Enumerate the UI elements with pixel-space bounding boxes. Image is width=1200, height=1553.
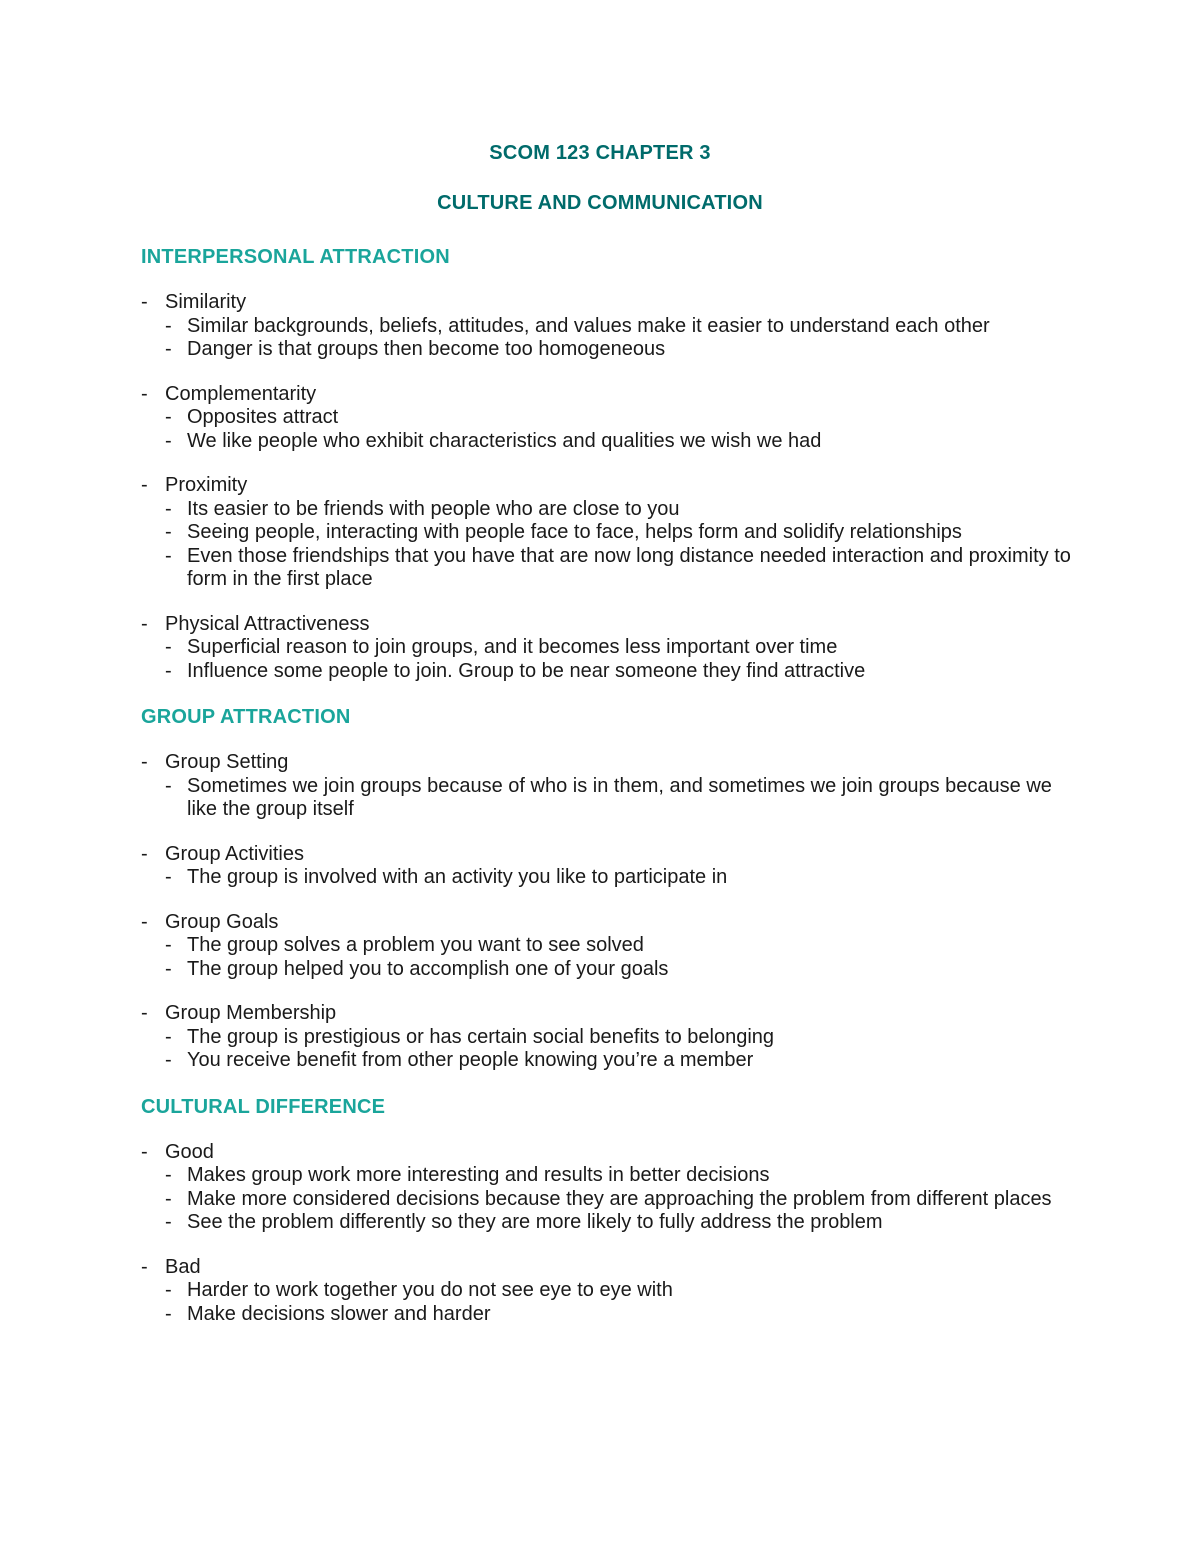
list-item-label: - Good bbox=[141, 1141, 1071, 1165]
list-item-label: - Similarity bbox=[141, 291, 1071, 315]
section-heading: GROUP ATTRACTION bbox=[141, 706, 351, 728]
sub-list-item: - The group is prestigious or has certain social benefits to belonging bbox=[141, 1026, 1071, 1050]
sub-list-item: - We like people who exhibit characteristics and qualities we wish we had bbox=[141, 430, 1071, 454]
page-subtitle: CULTURE AND COMMUNICATION bbox=[437, 192, 763, 214]
list-item bbox=[141, 1002, 1071, 1073]
sub-list-item: - Influence some people to join. Group to be near someone they find attractive bbox=[141, 660, 1071, 684]
list-item bbox=[141, 613, 1071, 684]
list-item bbox=[141, 911, 1071, 982]
list-item-label: - Bad bbox=[141, 1256, 1071, 1280]
sub-list-item: - Make more considered decisions because they are approaching the problem from different places bbox=[141, 1188, 1071, 1212]
page-title: SCOM 123 CHAPTER 3 bbox=[489, 142, 711, 164]
list-item-label: - Physical Attractiveness bbox=[141, 613, 1071, 637]
sub-list-item: - Its easier to be friends with people who are close to you bbox=[141, 498, 1071, 522]
sub-list-item: - The group is involved with an activity you like to participate in bbox=[141, 866, 1071, 890]
list-item-label: - Proximity bbox=[141, 474, 1071, 498]
list-item bbox=[141, 474, 1071, 592]
sub-list-item: - Even those friendships that you have that are now long distance needed interaction and proximity to form in the first place bbox=[141, 545, 1071, 592]
list-item bbox=[141, 291, 1071, 362]
sub-list-item: - Opposites attract bbox=[141, 406, 1071, 430]
list-item-label: - Group Activities bbox=[141, 843, 1071, 867]
list-item-label: - Group Setting bbox=[141, 751, 1071, 775]
list-item bbox=[141, 751, 1071, 822]
sub-list-item: - The group helped you to accomplish one of your goals bbox=[141, 958, 1071, 982]
sub-list-item: - Harder to work together you do not see eye to eye with bbox=[141, 1279, 1071, 1303]
list-item bbox=[141, 843, 1071, 890]
sub-list-item: - Seeing people, interacting with people face to face, helps form and solidify relationships bbox=[141, 521, 1071, 545]
sub-list-item: - You receive benefit from other people knowing you’re a member bbox=[141, 1049, 1071, 1073]
sub-list-item: - Superficial reason to join groups, and it becomes less important over time bbox=[141, 636, 1071, 660]
list-item bbox=[141, 383, 1071, 454]
sub-list-item: - See the problem differently so they are more likely to fully address the problem bbox=[141, 1211, 1071, 1235]
list-item-label: - Complementarity bbox=[141, 383, 1071, 407]
list-item bbox=[141, 1141, 1071, 1235]
list-item-label: - Group Membership bbox=[141, 1002, 1071, 1026]
section-heading: CULTURAL DIFFERENCE bbox=[141, 1095, 386, 1118]
list-item bbox=[141, 1256, 1071, 1327]
sub-list-item: - Make decisions slower and harder bbox=[141, 1303, 1071, 1327]
sub-list-item: - Sometimes we join groups because of who is in them, and sometimes we join groups because we like the group itself bbox=[141, 775, 1071, 822]
sub-list-item: - Makes group work more interesting and results in better decisions bbox=[141, 1164, 1071, 1188]
section bbox=[141, 704, 1071, 1073]
sub-list-item: - The group solves a problem you want to see solved bbox=[141, 934, 1071, 958]
document-body bbox=[141, 244, 1071, 1347]
section bbox=[141, 1094, 1071, 1327]
section-heading: INTERPERSONAL ATTRACTION bbox=[141, 246, 450, 268]
section bbox=[141, 244, 1071, 683]
sub-list-item: - Danger is that groups then become too homogeneous bbox=[141, 338, 1071, 362]
list-item-label: - Group Goals bbox=[141, 911, 1071, 935]
sub-list-item: - Similar backgrounds, beliefs, attitudes, and values make it easier to understand each other bbox=[141, 315, 1071, 339]
